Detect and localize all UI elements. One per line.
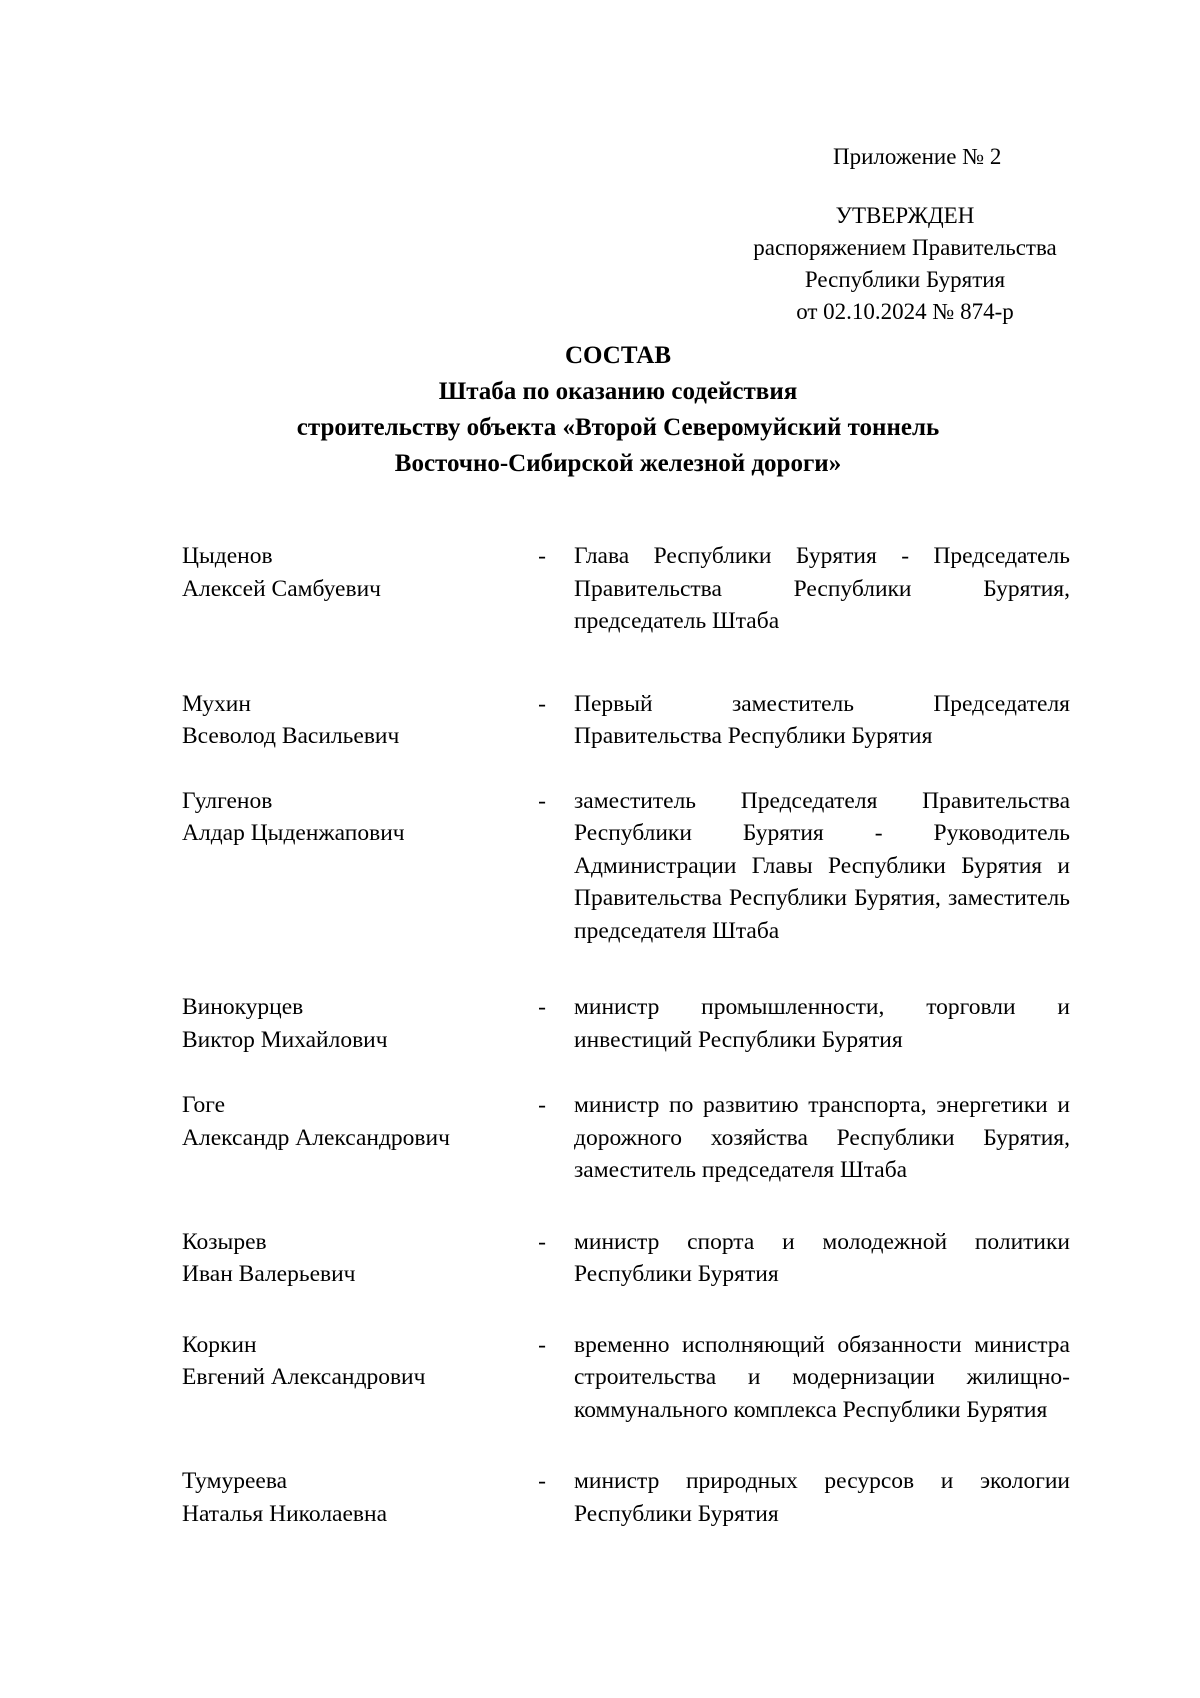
member-surname: Козырев [182, 1228, 267, 1255]
member-dash: - [538, 690, 546, 717]
member-entry [182, 1329, 1072, 1427]
member-dash: - [538, 1331, 546, 1358]
member-entry [182, 540, 1072, 638]
member-given-names: Наталья Николаевна [182, 1500, 388, 1527]
member-entry [182, 1465, 1072, 1530]
member-entry [182, 785, 1072, 948]
member-entry [182, 1226, 1072, 1291]
member-role: министр промышленности, торговли и инвестиций Республики Бурятия [574, 994, 1070, 1053]
member-name [182, 785, 522, 850]
member-dash: - [538, 1468, 546, 1494]
title-line: Восточно-Сибирской железной дороги» [394, 450, 842, 477]
member-role: временно исполняющий обязанности министра строительства и модернизации жилищно-коммунального комплекса Республики Бурятия [574, 1331, 1070, 1423]
title-line: строительству объекта «Второй Северомуйский тоннель [296, 414, 940, 441]
approved-date-line: от 02.10.2024 № 874-р [796, 299, 1014, 324]
member-given-names: Иван Валерьевич [182, 1261, 356, 1287]
member-name [182, 688, 522, 753]
member-given-names: Евгений Александрович [182, 1364, 426, 1390]
member-surname: Коркин [182, 1331, 257, 1358]
member-given-names: Александр Александрович [182, 1124, 450, 1151]
member-surname: Гоге [182, 1092, 226, 1118]
appendix-label: Приложение № 2 [833, 144, 1002, 169]
member-role: Глава Республики Бурятия - Председатель Правительства Республики Бурятия, председатель Штаба [574, 543, 1070, 634]
member-surname: Гулгенов [182, 787, 273, 814]
approved-by-line: распоряжением Правительства [753, 235, 1057, 260]
member-name [182, 1465, 522, 1530]
member-surname: Тумуреева [182, 1468, 288, 1494]
member-given-names: Виктор Михайлович [182, 1026, 388, 1053]
member-role: министр спорта и молодежной политики Республики Бурятия [574, 1228, 1070, 1287]
member-entry [182, 991, 1072, 1056]
member-dash: - [538, 1092, 546, 1118]
approval-stamp-block [715, 200, 1095, 328]
document-title [0, 338, 1200, 482]
member-dash: - [538, 994, 546, 1020]
member-role: министр природных ресурсов и экологии Республики Бурятия [574, 1468, 1070, 1527]
member-entry [182, 688, 1072, 753]
title-line: СОСТАВ [564, 342, 672, 369]
member-name [182, 1226, 522, 1291]
member-name [182, 540, 522, 605]
member-role: Первый заместитель Председателя Правительства Республики Бурятия [574, 690, 1070, 749]
member-dash: - [538, 1228, 546, 1255]
members-list [182, 540, 1072, 1530]
member-given-names: Всеволод Васильевич [182, 723, 400, 749]
member-surname: Цыденов [182, 543, 273, 569]
member-given-names: Алдар Цыденжапович [182, 820, 405, 846]
title-line: Штаба по оказанию содействия [438, 378, 798, 405]
member-role: министр по развитию транспорта, энергетики и дорожного хозяйства Республики Бурятия, заместитель председателя Штаба [574, 1092, 1070, 1183]
approved-region-line: Республики Бурятия [804, 267, 1006, 292]
member-name [182, 1089, 522, 1154]
member-dash: - [538, 543, 546, 569]
member-role: заместитель Председателя Правительства Республики Бурятия - Руководитель Администрации Главы Республики Бурятия и Правительства Республики Бурятия, заместитель председателя Штаба [574, 787, 1070, 944]
member-dash: - [538, 787, 546, 814]
member-given-names: Алексей Самбуевич [182, 575, 381, 602]
member-entry [182, 1089, 1072, 1187]
member-surname: Винокурцев [182, 994, 304, 1020]
member-surname: Мухин [182, 690, 251, 717]
member-name [182, 991, 522, 1056]
approved-heading: УТВЕРЖДЕН [835, 203, 975, 228]
member-name [182, 1329, 522, 1394]
